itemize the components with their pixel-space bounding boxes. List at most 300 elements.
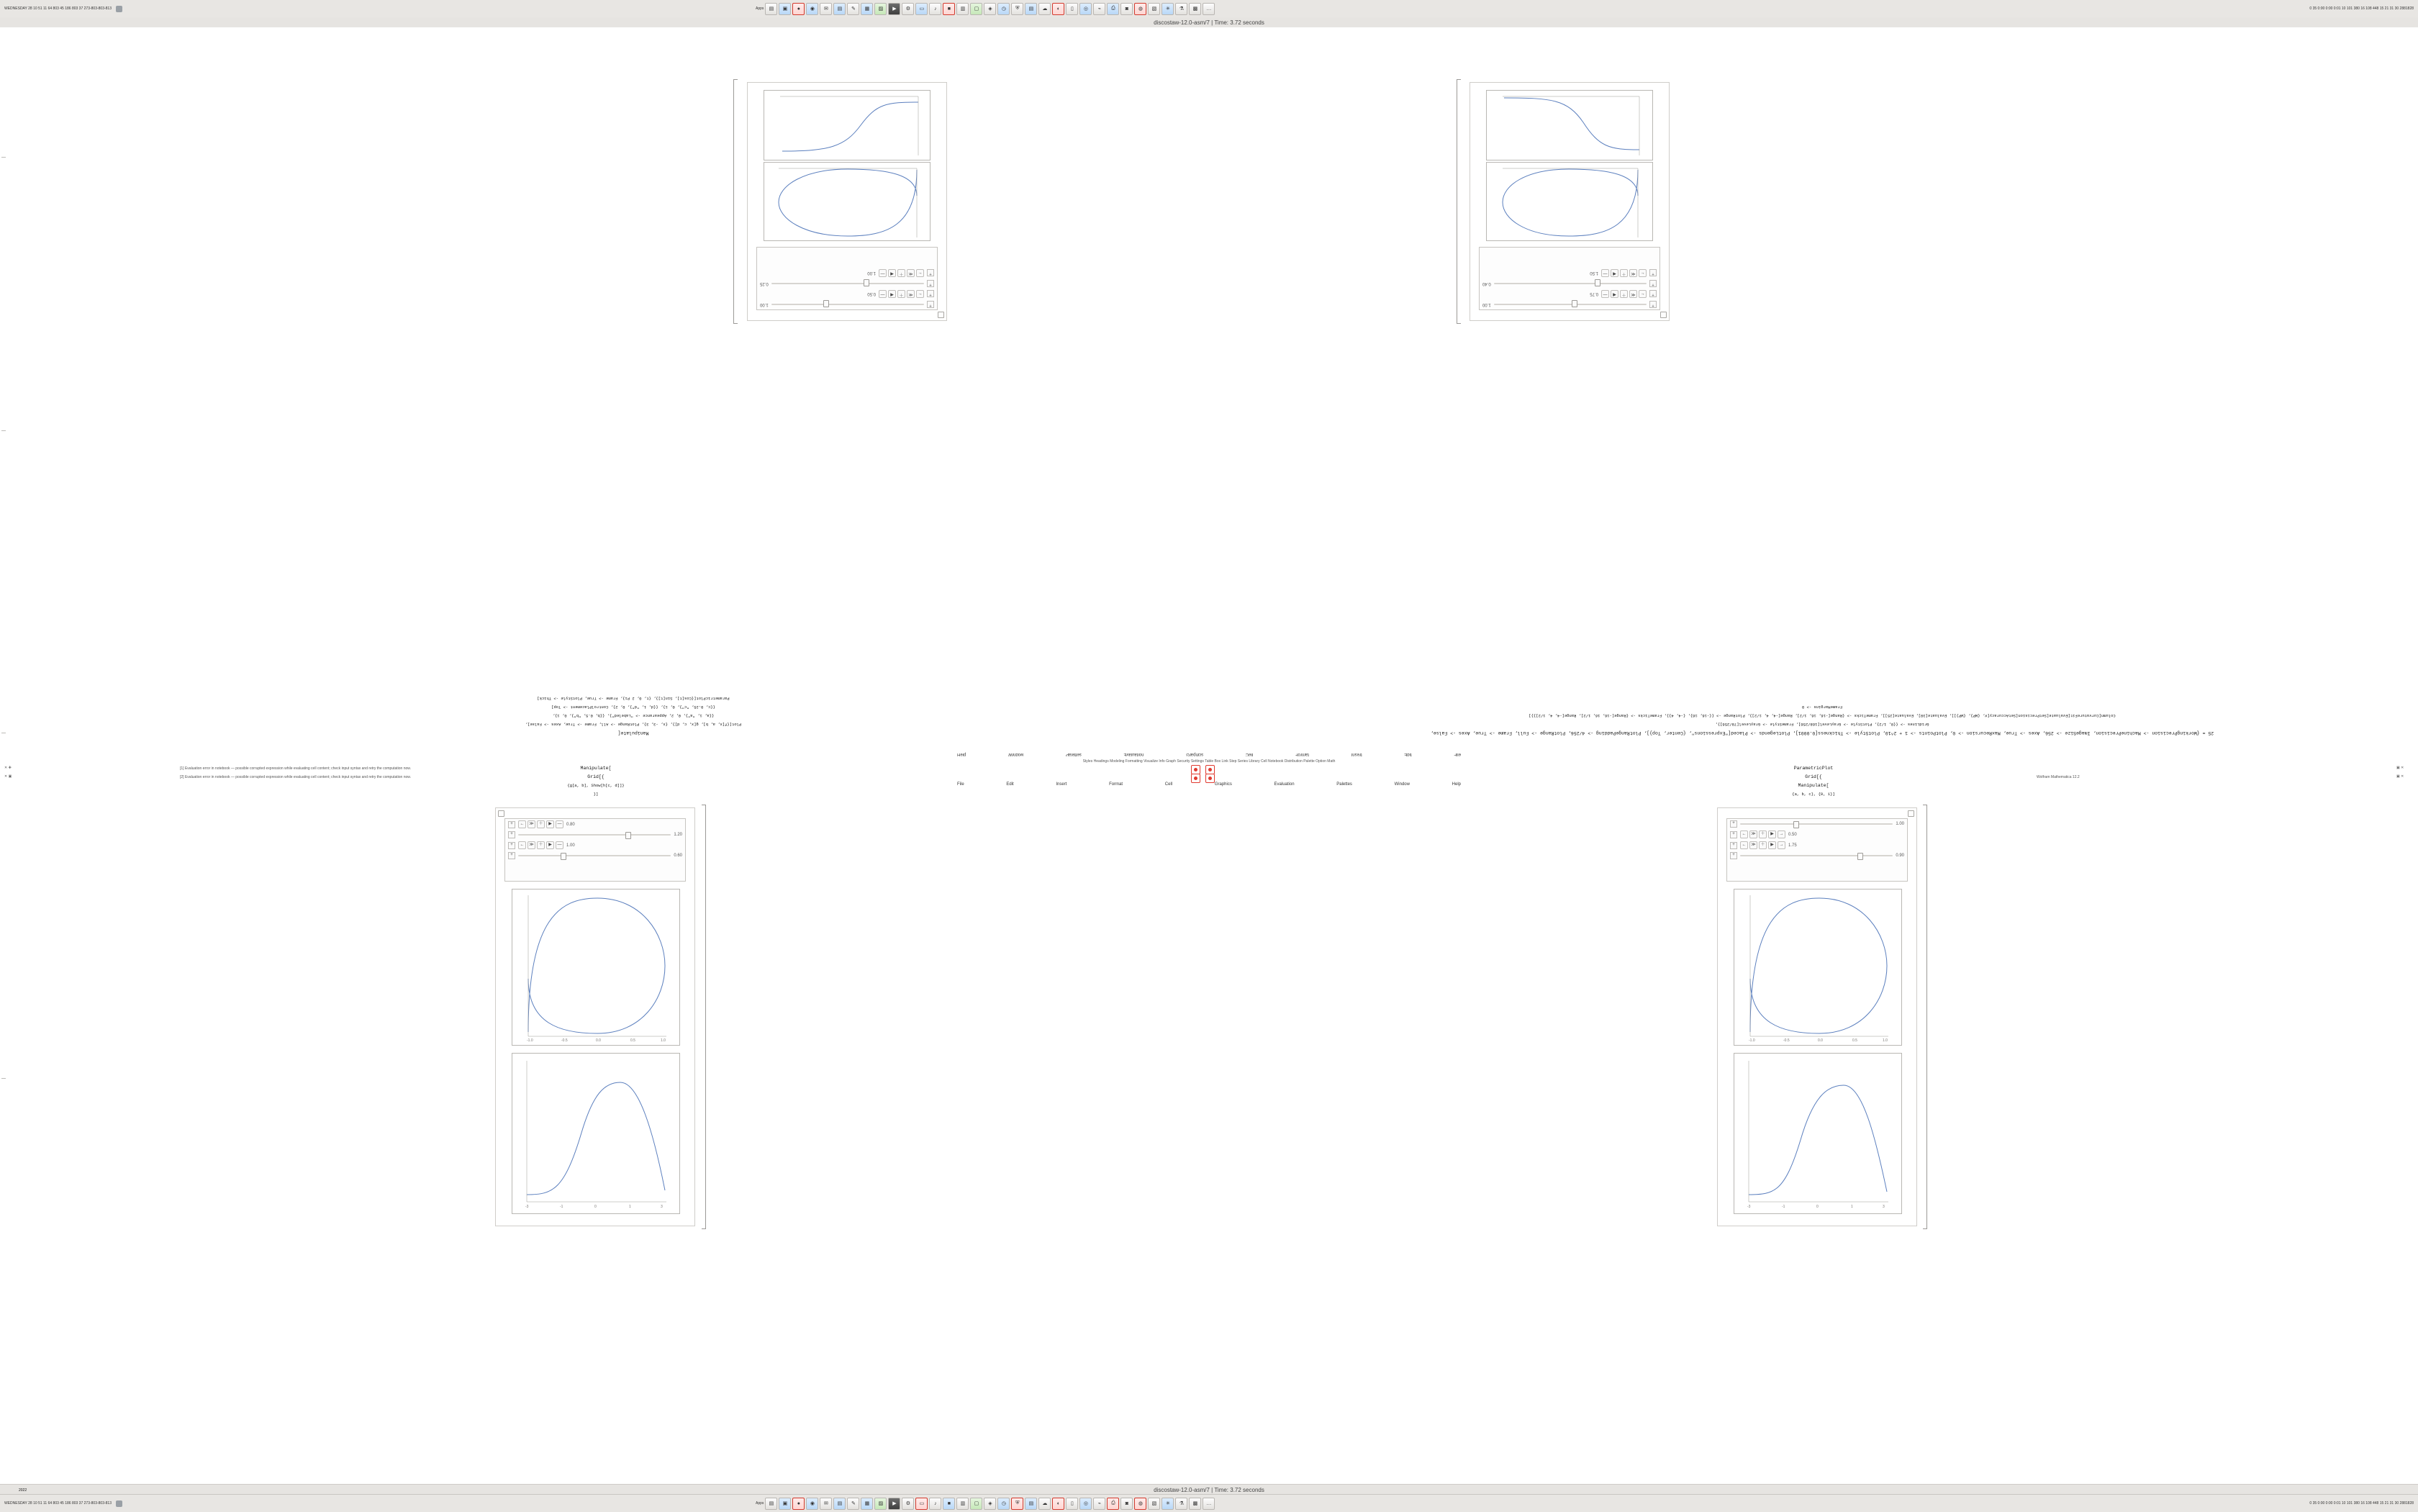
pause-icon[interactable]: ▶: [1768, 830, 1776, 838]
animation-buttons[interactable]: [518, 820, 563, 828]
step-back-icon[interactable]: ←: [1639, 290, 1647, 298]
manipulate-panel-tr[interactable]: [1479, 247, 1660, 310]
menu-item-evaluation-flipped[interactable]: noitaulavE: [1123, 752, 1144, 756]
menu-item-palettes[interactable]: Palettes: [1336, 782, 1352, 787]
rewind-icon[interactable]: ≪: [907, 290, 915, 298]
code-icon[interactable]: ◍: [1134, 3, 1146, 15]
flask-icon[interactable]: ⚗: [1175, 3, 1187, 15]
disc-icon[interactable]: ◎: [1079, 3, 1092, 15]
rewind-icon[interactable]: ≪: [1629, 290, 1637, 298]
slider-track: [1494, 304, 1647, 305]
music-icon[interactable]: ♪: [929, 3, 941, 15]
error-dot-icon: [1208, 768, 1212, 771]
code-line[interactable]: GridLines -> {{0, 1/2}, PlotStyle -> GrayLevel[168/256], FrameStyle -> GrayLevel[78/256]},: [1715, 722, 1929, 727]
notebook-bottom-half: [0, 756, 2418, 1484]
svg-text:0: 0: [594, 1205, 597, 1209]
control-row[interactable]: [505, 851, 685, 861]
code-line[interactable]: ParametricPlot[{Cos[t], Sin[t]}, {t, 0, 2 Pi}, Frame -> True, PlotStyle -> Thick]: [537, 696, 730, 701]
pause-icon[interactable]: ▶: [1768, 841, 1776, 849]
plot-closed-loop-tr[interactable]: [1486, 162, 1653, 241]
expand-icon[interactable]: +: [1730, 852, 1737, 859]
code-line[interactable]: FrameMargins -> 0: [1801, 705, 1843, 710]
taskbar-clock-right: 0 35 0:00 0:00 0:01 10 101 380 16 108 448 15 21 31 30 2881828: [2309, 6, 2414, 11]
right-gutter-control-2[interactable]: ▣ ✕: [2396, 774, 2404, 779]
expand-icon[interactable]: +: [1649, 291, 1657, 298]
play-icon[interactable]: ＋: [1620, 269, 1628, 277]
svg-text:0.0: 0.0: [596, 1038, 601, 1043]
expand-icon[interactable]: +: [927, 270, 934, 277]
error-row-2[interactable]: [2] Evaluation error in notebook — possible corrupted expression while evaluating cell content; check input syntax and retry the computation now.: [180, 775, 412, 779]
book-icon[interactable]: ▯: [1066, 3, 1078, 15]
toolbar-word-row[interactable]: Styles Headings Modeling Formatting Visualize Info Graph Security Settings Table Box Link Step Series Library Cell Notebook Distribution Palette Option Math: [1082, 759, 1336, 764]
slider-knob[interactable]: [864, 279, 869, 286]
code-line[interactable]: 25 = {WorkingPrecision -> MachinePrecision, ImageSize -> 256, Axes -> True, MaxRecursion -> 0, PlotPoints -> 1 + 2^10, PlotStyle -> Thickness[0.0001], PlotLegends -> Placed["Expressions", {Center, Top}], PlotRangePadding -> 4/256, PlotRange -> Full, Frame -> True, Axes -> False,: [1430, 730, 2214, 735]
animation-buttons[interactable]: [1740, 841, 1785, 849]
expand-icon[interactable]: +: [927, 291, 934, 298]
rewind-icon[interactable]: ≪: [907, 269, 915, 277]
step-back-icon[interactable]: ←: [916, 290, 924, 298]
cloud-icon[interactable]: ☁: [1038, 3, 1051, 15]
notebook-top-half: [0, 27, 2418, 756]
system-indicator-icon: [116, 1500, 122, 1507]
database-icon[interactable]: ▤: [1025, 1498, 1037, 1510]
pause-icon[interactable]: ◀: [888, 290, 896, 298]
menu-item-window-flipped[interactable]: wodniW: [1008, 752, 1024, 756]
manipulate-panel-br[interactable]: [1726, 818, 1908, 882]
play-icon[interactable]: ＋: [1759, 830, 1767, 838]
menu-item-cell-flipped[interactable]: lleC: [1245, 752, 1254, 756]
left-gutter-control-2[interactable]: ✕ ▣: [4, 774, 12, 779]
step-back-icon[interactable]: ←: [518, 841, 526, 849]
browser-icon[interactable]: ◉: [806, 1498, 818, 1510]
code-line[interactable]: {a, b, c}, {0, 1}]: [1792, 792, 1835, 797]
paint-icon[interactable]: ◐: [1052, 1498, 1064, 1510]
slider-knob[interactable]: [1595, 279, 1600, 286]
apps-menu-label[interactable]: Apps: [756, 6, 764, 11]
plot-bump-bl[interactable]: [512, 1053, 680, 1214]
expand-icon[interactable]: +: [508, 831, 515, 838]
music-icon[interactable]: ♪: [929, 1498, 941, 1510]
camera-icon[interactable]: ◙: [1120, 3, 1133, 15]
menu-item-graphics-flipped[interactable]: scihparG: [1186, 752, 1204, 756]
record-icon[interactable]: ●: [792, 3, 805, 15]
terminal-icon[interactable]: ▣: [779, 1498, 791, 1510]
animation-buttons[interactable]: [879, 269, 924, 277]
step-back-icon[interactable]: ←: [1740, 841, 1748, 849]
slider-p[interactable]: [1740, 853, 1893, 859]
notebook-title-top: discostaw-12.0-asm/7 | Time: 3.72 seconds: [1154, 19, 1264, 26]
expand-icon[interactable]: +: [1649, 301, 1657, 308]
menu-item-help[interactable]: Help: [1452, 782, 1461, 787]
files-icon[interactable]: ▤: [833, 3, 846, 15]
map-icon[interactable]: ◈: [984, 3, 996, 15]
error-dot-icon: [1194, 777, 1197, 780]
menu-item-insert[interactable]: Insert: [1056, 782, 1067, 787]
slider-track: [518, 855, 671, 856]
taskbar-launcher-group-bottom[interactable]: [756, 1498, 1215, 1510]
play-icon[interactable]: ＋: [1620, 290, 1628, 298]
media-icon[interactable]: ▶: [888, 3, 900, 15]
slider-knob[interactable]: [1793, 821, 1799, 828]
slider-k[interactable]: [1494, 281, 1647, 286]
error-dot-icon: [1194, 768, 1197, 771]
slider-track: [771, 304, 924, 305]
notebook-title-bottom: discostaw-12.0-asm/7 | Time: 3.72 seconds: [1154, 1486, 1264, 1493]
shield-icon[interactable]: ⛨: [1011, 3, 1023, 15]
settings-icon[interactable]: ⚙: [902, 3, 914, 15]
plot-sigmoid-br[interactable]: [1734, 1053, 1902, 1214]
plot-bell-tr[interactable]: [1486, 90, 1653, 160]
code-line[interactable]: {{c, 0.25, "c"}, 0, 1}, {{d, 1, "d"}, 0, 2}, ControlPlacement -> Top]: [551, 705, 715, 710]
slider-knob[interactable]: [1572, 300, 1577, 307]
menu-item-file[interactable]: File: [957, 782, 964, 787]
rewind-icon[interactable]: ≫: [527, 841, 535, 849]
plot-sigmoid-tl[interactable]: [764, 90, 930, 160]
step-forward-icon[interactable]: —: [556, 820, 563, 828]
expand-icon[interactable]: +: [508, 842, 515, 849]
cell-bracket[interactable]: [1457, 79, 1461, 324]
editor-icon[interactable]: ✎: [847, 1498, 859, 1510]
code-line[interactable]: }]: [593, 792, 599, 797]
graphics-cell-tl[interactable]: [747, 82, 947, 321]
rewind-icon[interactable]: ≫: [1749, 841, 1757, 849]
step-forward-icon[interactable]: —: [1601, 290, 1609, 298]
cell-resize-handle[interactable]: [498, 810, 504, 817]
control-row[interactable]: [1727, 851, 1907, 861]
menu-item-format-flipped[interactable]: tamroF: [1295, 752, 1309, 756]
expand-icon[interactable]: +: [1730, 842, 1737, 849]
menu-item-format[interactable]: Format: [1109, 782, 1123, 787]
network-icon[interactable]: ⌁: [1093, 3, 1105, 15]
graphics-cell-tr[interactable]: [1470, 82, 1670, 321]
slider-n[interactable]: [1740, 821, 1893, 827]
expand-icon[interactable]: +: [927, 280, 934, 287]
control-value-k: 1.75: [1788, 843, 1797, 848]
svg-text:1.0: 1.0: [661, 1038, 666, 1043]
control-value-d: 1.00: [867, 271, 876, 276]
code-line[interactable]: Plot[{f[x, a, b], g[x, c, d]}, {x, -3, 3}, PlotRange -> All, Frame -> True, Axes -> False],: [525, 722, 742, 727]
browser-icon[interactable]: ◉: [806, 3, 818, 15]
control-row[interactable]: [1480, 268, 1659, 279]
menu-item-edit-flipped[interactable]: tidE: [1404, 752, 1412, 756]
pause-icon[interactable]: ◀: [1611, 290, 1618, 298]
record-icon[interactable]: ●: [792, 1498, 805, 1510]
right-gutter-control[interactable]: ▣ ✕: [2396, 766, 2404, 770]
menu-item-palettes-flipped[interactable]: settelaP: [1066, 752, 1082, 756]
taskbar-overflow-button-bottom[interactable]: …: [1203, 1498, 1215, 1510]
mail-icon[interactable]: ✉: [820, 3, 832, 15]
code-line[interactable]: ParametricPlot: [1793, 766, 1834, 771]
animation-buttons[interactable]: [1601, 269, 1647, 277]
svg-text:-1.0: -1.0: [527, 1038, 533, 1043]
apps-menu-label-bottom[interactable]: Apps: [756, 1501, 764, 1506]
manipulate-panel-tl[interactable]: [756, 247, 938, 310]
expand-icon[interactable]: +: [508, 852, 515, 859]
rewind-icon[interactable]: ≪: [1629, 269, 1637, 277]
chart-icon[interactable]: ▧: [1148, 1498, 1160, 1510]
notebook-titlebar-top: [0, 17, 2418, 28]
code-line[interactable]: Grid[{: [1805, 774, 1822, 779]
play-icon[interactable]: ＋: [897, 269, 905, 277]
taskbar-overflow-button[interactable]: …: [1203, 3, 1215, 15]
calc-icon[interactable]: ▦: [861, 3, 873, 15]
play-icon[interactable]: ＋: [897, 290, 905, 298]
menu-item-insert-flipped[interactable]: tresnI: [1351, 752, 1362, 756]
control-row[interactable]: [505, 840, 685, 851]
printer-icon[interactable]: ⎙: [1107, 3, 1119, 15]
step-forward-icon[interactable]: —: [879, 269, 887, 277]
expand-icon[interactable]: +: [508, 821, 515, 828]
files-icon[interactable]: ▤: [833, 1498, 846, 1510]
control-value-a: 0.80: [566, 822, 575, 827]
chart-icon[interactable]: ▧: [1148, 3, 1160, 15]
control-value-a: 1.00: [760, 302, 769, 307]
control-value-m: 0.75: [1590, 291, 1598, 296]
notebook-canvas: [0, 27, 2418, 1484]
settings-icon[interactable]: ⚙: [902, 1498, 914, 1510]
slider-knob[interactable]: [823, 300, 829, 307]
top-taskbar[interactable]: [0, 0, 2418, 18]
control-value-k: 0.40: [1482, 281, 1491, 286]
code-line[interactable]: {{a, 1, "a"}, 0, 2, Appearance -> "Labeled"}, {{b, 0.5, "b"}, 0, 1},: [552, 713, 715, 718]
animation-buttons[interactable]: [1601, 290, 1647, 298]
svg-text:-0.5: -0.5: [561, 1038, 568, 1043]
error-dot-icon: [1208, 777, 1212, 780]
slider-track: [1740, 823, 1893, 825]
step-forward-icon[interactable]: →: [1778, 830, 1785, 838]
rewind-icon[interactable]: ≫: [527, 820, 535, 828]
plot-closed-loop-tl[interactable]: [764, 162, 930, 241]
control-value-n: 1.00: [1896, 822, 1904, 826]
play-icon[interactable]: ＋: [537, 820, 545, 828]
system-indicator-icon: [116, 6, 122, 12]
cloud-icon[interactable]: ☁: [1038, 1498, 1051, 1510]
cell-bracket[interactable]: [1923, 805, 1927, 1229]
svg-text:1: 1: [629, 1205, 631, 1209]
folder-icon[interactable]: ▤: [765, 1498, 777, 1510]
expand-icon[interactable]: +: [927, 301, 934, 308]
pause-icon[interactable]: ▶: [546, 841, 554, 849]
clock-icon[interactable]: ◷: [997, 3, 1010, 15]
code-icon[interactable]: ◍: [1134, 1498, 1146, 1510]
media-icon[interactable]: ▶: [888, 1498, 900, 1510]
calc-icon[interactable]: ▦: [861, 1498, 873, 1510]
control-value-c: 0.25: [760, 281, 769, 286]
camera-icon[interactable]: ◙: [1120, 1498, 1133, 1510]
control-value-c: 1.00: [566, 843, 575, 848]
svg-text:1.0: 1.0: [1883, 1038, 1888, 1043]
step-forward-icon[interactable]: —: [556, 841, 563, 849]
bug-icon[interactable]: ✳: [1162, 3, 1174, 15]
slider-b[interactable]: [518, 832, 671, 838]
pause-icon[interactable]: ◀: [1611, 269, 1618, 277]
taskbar-clock-right-bottom: 0 35 0:00 0:00 0:01 10 101 380 16 108 448 15 21 31 30 2881828: [2309, 1501, 2414, 1506]
cell-resize-handle[interactable]: [1908, 810, 1914, 817]
manipulate-panel-bl[interactable]: [504, 818, 686, 882]
menu-item-window[interactable]: Window: [1394, 782, 1410, 787]
svg-text:0.5: 0.5: [630, 1038, 635, 1043]
code-line[interactable]: Grid[{: [587, 774, 604, 779]
control-row[interactable]: [757, 289, 937, 299]
slider-knob[interactable]: [625, 832, 631, 839]
pause-icon[interactable]: ◀: [888, 269, 896, 277]
control-value-m: 0.50: [1788, 832, 1797, 837]
svg-text:1: 1: [1851, 1205, 1853, 1209]
bottom-corner-label: 2022: [19, 1488, 27, 1493]
menubar-flipped[interactable]: [957, 750, 1461, 756]
menu-item-cell[interactable]: Cell: [1164, 782, 1173, 787]
animation-buttons[interactable]: [879, 290, 924, 298]
svg-text:-3: -3: [1747, 1205, 1751, 1209]
terminal-icon[interactable]: ▣: [779, 3, 791, 15]
step-back-icon[interactable]: ←: [518, 820, 526, 828]
cell-resize-handle[interactable]: [1660, 312, 1667, 318]
control-row[interactable]: [1480, 279, 1659, 289]
slider-track: [1740, 855, 1893, 856]
svg-text:0.5: 0.5: [1852, 1038, 1857, 1043]
editor-icon[interactable]: ✎: [847, 3, 859, 15]
cell-bracket[interactable]: [702, 805, 706, 1229]
expand-icon[interactable]: +: [1730, 831, 1737, 838]
code-line[interactable]: Manipulate[: [1798, 783, 1829, 788]
notes-icon[interactable]: ▢: [970, 1498, 982, 1510]
play-icon[interactable]: ＋: [1759, 841, 1767, 849]
svg-text:-1.0: -1.0: [1749, 1038, 1755, 1043]
bug-icon[interactable]: ✳: [1162, 1498, 1174, 1510]
step-forward-icon[interactable]: —: [1601, 269, 1609, 277]
slider-n[interactable]: [1494, 302, 1647, 307]
puzzle-icon[interactable]: ▩: [1189, 1498, 1201, 1510]
control-row[interactable]: [757, 279, 937, 289]
menu-item-graphics[interactable]: Graphics: [1214, 782, 1232, 787]
cell-resize-handle[interactable]: [938, 312, 944, 318]
graphics-cell-bl[interactable]: [495, 807, 695, 1226]
flask-icon[interactable]: ⚗: [1175, 1498, 1187, 1510]
bottom-taskbar[interactable]: [0, 1494, 2418, 1512]
control-value-b: 0.50: [867, 291, 876, 296]
code-line[interactable]: Manipulate[: [580, 766, 612, 771]
step-forward-icon[interactable]: —: [879, 290, 887, 298]
book-icon[interactable]: ▯: [1066, 1498, 1078, 1510]
code-line[interactable]: Manipulate[: [617, 730, 649, 735]
taskbar-launcher-group[interactable]: [756, 3, 1215, 15]
menu-item-edit[interactable]: Edit: [1006, 782, 1014, 787]
control-row[interactable]: [757, 268, 937, 279]
slider-track: [771, 283, 924, 284]
taskbar-left-group-bottom: [0, 1500, 122, 1507]
menu-item-evaluation[interactable]: Evaluation: [1274, 782, 1295, 787]
control-value-b: 1.20: [674, 833, 682, 837]
puzzle-icon[interactable]: ▩: [1189, 3, 1201, 15]
taskbar-clock-left: WEDNESDAY 28 10 51 11 64 803 45 186 803 37 273-803-803-813: [4, 6, 112, 11]
slider-c[interactable]: [771, 281, 924, 286]
control-row[interactable]: [757, 299, 937, 309]
expand-icon[interactable]: +: [1649, 280, 1657, 287]
svg-text:0: 0: [1816, 1205, 1819, 1209]
plot-closed-loop-bl[interactable]: [512, 889, 680, 1046]
chat-icon[interactable]: ▭: [915, 3, 928, 15]
taskbar-clock-left-bottom: WEDNESDAY 28 10 51 11 64 803 45 186 803 37 273-803-803-813: [4, 1501, 112, 1506]
control-value-p: 1.50: [1590, 271, 1598, 276]
animation-buttons[interactable]: [1740, 830, 1785, 838]
control-row[interactable]: [505, 830, 685, 840]
step-back-icon[interactable]: ←: [1639, 269, 1647, 277]
map-icon[interactable]: ◈: [984, 1498, 996, 1510]
control-row[interactable]: [505, 819, 685, 830]
code-line[interactable]: Column[CurvatureFit[Evaluate[SetPrecision[SetAccuracy[#, {WP}, {WP}]], Evaluate[30], Evaluate[25]], FrameTicks -> {Range[-16, 16, 1/2], Range[-4, 4, 1/2]}, PlotRange -> {{-16, 16}, {-4, 4}}, FrameTicks -> {Range[-16, 16, 1/2], Range[-4, 4, 1/2]}}]: [1529, 713, 2116, 718]
svg-text:-1: -1: [560, 1205, 563, 1209]
menu-item-file-flipped[interactable]: eliF: [1454, 752, 1461, 756]
chat-icon[interactable]: ▭: [915, 1498, 928, 1510]
slider-a[interactable]: [771, 302, 924, 307]
printer-icon[interactable]: ⎙: [1107, 1498, 1119, 1510]
mail-icon[interactable]: ✉: [820, 1498, 832, 1510]
paint-icon[interactable]: ◐: [1052, 3, 1064, 15]
archive-icon[interactable]: ▥: [956, 1498, 969, 1510]
expand-icon[interactable]: +: [1730, 820, 1737, 828]
clock-icon[interactable]: ◷: [997, 1498, 1010, 1510]
control-row[interactable]: [1727, 829, 1907, 840]
animation-buttons[interactable]: [518, 841, 563, 849]
step-forward-icon[interactable]: →: [1778, 841, 1785, 849]
control-row[interactable]: [1480, 289, 1659, 299]
notebook-titlebar-bottom: [0, 1484, 2418, 1495]
control-value-p: 0.90: [1896, 854, 1904, 858]
plot-closed-loop-br[interactable]: [1734, 889, 1902, 1046]
svg-text:3: 3: [661, 1205, 663, 1209]
slider-knob[interactable]: [1857, 853, 1863, 860]
taskbar-right-group-bottom: [2309, 1501, 2414, 1506]
notes-icon[interactable]: ▢: [970, 3, 982, 15]
slider-d[interactable]: [518, 853, 671, 859]
image-icon[interactable]: ▨: [874, 1498, 887, 1510]
video-icon[interactable]: ■: [943, 1498, 955, 1510]
menu-item-help-flipped[interactable]: pleH: [957, 752, 966, 756]
video-icon[interactable]: ■: [943, 3, 955, 15]
pause-icon[interactable]: ▶: [546, 820, 554, 828]
left-gutter-control[interactable]: ✕ ✚: [4, 766, 12, 770]
archive-icon[interactable]: ▥: [956, 3, 969, 15]
error-row-1[interactable]: [1] Evaluation error in notebook — possible corrupted expression while evaluating cell content; check input syntax and retry the computation now.: [180, 766, 412, 771]
network-icon[interactable]: ⌁: [1093, 1498, 1105, 1510]
rewind-icon[interactable]: ≫: [1749, 830, 1757, 838]
control-row[interactable]: [1727, 819, 1907, 829]
taskbar-left-group: [0, 6, 122, 12]
graphics-cell-br[interactable]: [1717, 807, 1917, 1226]
disc-icon[interactable]: ◎: [1079, 1498, 1092, 1510]
code-line[interactable]: {g[a, b], Show[h[c, d]]}: [567, 783, 625, 788]
control-row[interactable]: [1727, 840, 1907, 851]
expand-icon[interactable]: +: [1649, 270, 1657, 277]
shield-icon[interactable]: ⛨: [1011, 1498, 1023, 1510]
watermark-label: Wolfram Mathematica 12.2: [2037, 775, 2080, 779]
menubar[interactable]: [957, 782, 1461, 789]
taskbar-right-group: [2309, 6, 2414, 11]
svg-text:-1: -1: [1782, 1205, 1785, 1209]
control-value-d: 0.60: [674, 854, 682, 858]
control-row[interactable]: [1480, 299, 1659, 309]
image-icon[interactable]: ▨: [874, 3, 887, 15]
play-icon[interactable]: ＋: [537, 841, 545, 849]
cell-bracket[interactable]: [733, 79, 738, 324]
slider-track: [518, 834, 671, 836]
database-icon[interactable]: ▤: [1025, 3, 1037, 15]
folder-icon[interactable]: ▤: [765, 3, 777, 15]
svg-text:3: 3: [1883, 1205, 1885, 1209]
step-back-icon[interactable]: ←: [916, 269, 924, 277]
slider-knob[interactable]: [561, 853, 566, 860]
step-back-icon[interactable]: ←: [1740, 830, 1748, 838]
